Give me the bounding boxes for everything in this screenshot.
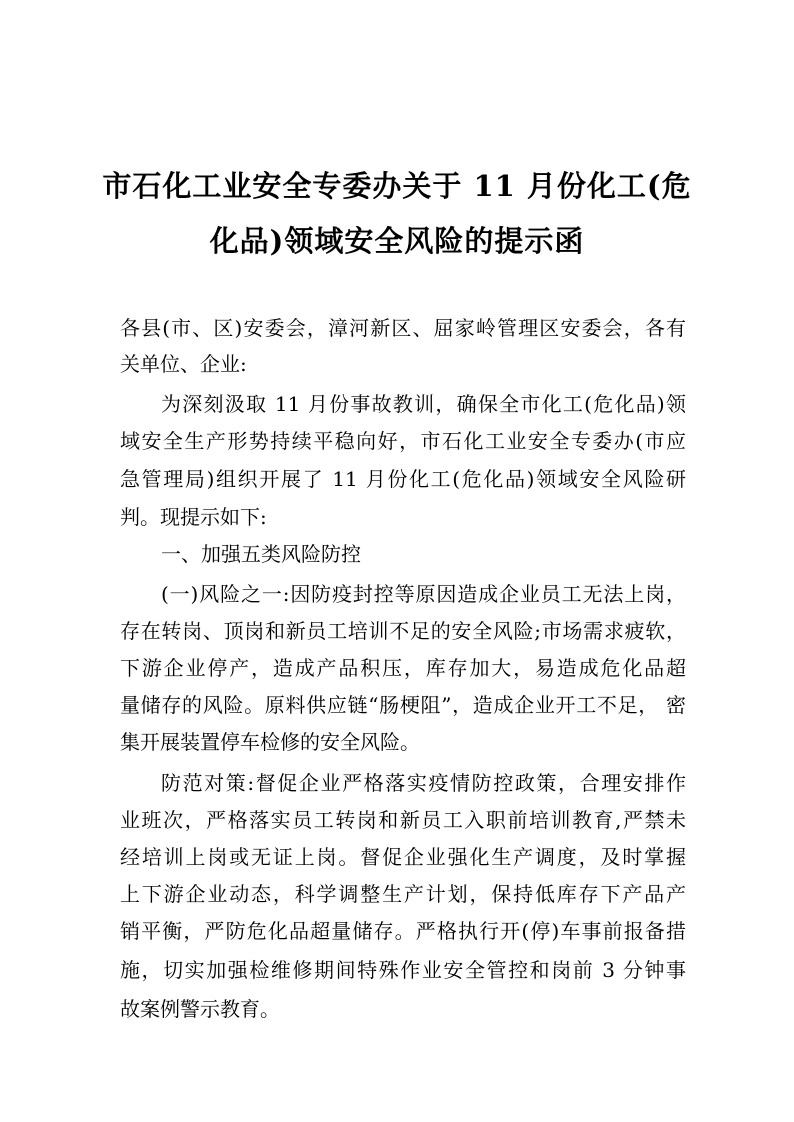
paragraph-3-line-2: 业班次，严格落实员工转岗和新员工入职前培训教育,严禁未 <box>120 808 686 832</box>
document-title-line-2: 化品)领域安全风险的提示函 <box>209 224 585 258</box>
paragraph-1-line-2: 域安全生产形势持续平稳向好，市石化工业安全专委办(市应 <box>120 429 686 453</box>
document-title-line-1: 市石化工业安全专委办关于 11 月份化工(危 <box>102 169 692 203</box>
paragraph-2-line-3: 下游企业停产，造成产品积压，库存加大，易造成危化品超 <box>120 656 686 680</box>
paragraph-2-line-1: (一)风险之一:因防疫封控等原因造成企业员工无法上岗， <box>161 582 686 606</box>
paragraph-3-line-3: 经培训上岗或无证上岗。督促企业强化生产调度，及时掌握 <box>120 845 686 869</box>
paragraph-2-line-5: 集开展装置停车检修的安全风险。 <box>120 730 420 754</box>
paragraph-3-line-7: 故案例警示教育。 <box>120 997 280 1021</box>
salutation-line-2: 关单位、企业: <box>120 352 247 376</box>
paragraph-3-line-1: 防范对策:督促企业严格落实疫情防控政策，合理安排作 <box>161 771 686 795</box>
paragraph-1-line-4: 判。现提示如下: <box>120 505 267 529</box>
paragraph-1-line-3: 急管理局)组织开展了 11 月份化工(危化品)领域安全风险研 <box>120 467 686 491</box>
paragraph-3-line-5: 销平衡，严防危化品超量储存。严格执行开(停)车事前报备措 <box>120 919 686 943</box>
paragraph-3-line-6: 施，切实加强检维修期间特殊作业安全管控和岗前 3 分钟事 <box>120 958 686 982</box>
salutation-line-1: 各县(市、区)安委会，漳河新区、屈家岭管理区安委会，各有 <box>120 316 686 340</box>
paragraph-1-line-1: 为深刻汲取 11 月份事故教训，确保全市化工(危化品)领 <box>161 392 686 416</box>
paragraph-2-line-4: 量储存的风险。原料供应链“肠梗阻”，造成企业开工不足， 密 <box>120 693 686 717</box>
paragraph-2-line-2: 存在转岗、顶岗和新员工培训不足的安全风险;市场需求疲软， <box>120 619 686 643</box>
section-heading-1: 一、加强五类风险防控 <box>161 542 361 566</box>
paragraph-3-line-4: 上下游企业动态，科学调整生产计划，保持低库存下产品产 <box>120 882 686 906</box>
